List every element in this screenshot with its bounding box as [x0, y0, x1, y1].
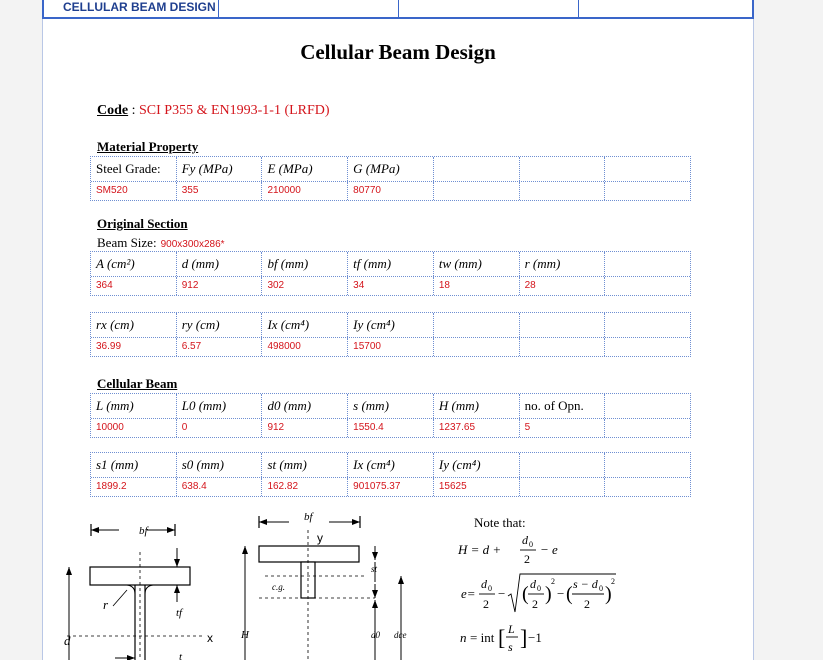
tee-section-diagram — [235, 510, 425, 660]
header-r: r (mm) — [520, 252, 606, 276]
value-no-of-opn[interactable]: 5 — [520, 419, 606, 437]
tab-empty-2 — [399, 0, 579, 17]
svg-text:0: 0 — [529, 540, 533, 549]
svg-text:d: d — [530, 577, 536, 591]
header-st: st (mm) — [262, 453, 348, 477]
original-value-row-2 — [91, 338, 690, 356]
label-y: y — [317, 531, 323, 545]
value-tf[interactable]: 34 — [348, 277, 434, 295]
header-ix: Ix (cm⁴) — [262, 313, 348, 337]
code-label: Code — [97, 103, 129, 118]
svg-text:[: [ — [498, 625, 506, 650]
header-s: s (mm) — [348, 394, 434, 418]
header-rx: rx (cm) — [91, 313, 177, 337]
svg-text:): ) — [545, 583, 552, 605]
value-r[interactable]: 28 — [520, 277, 606, 295]
header-ix: Ix (cm⁴) — [348, 453, 434, 477]
header-empty — [605, 313, 690, 337]
header-l0: L0 (mm) — [177, 394, 263, 418]
svg-text:−: − — [557, 586, 565, 601]
label-H: H — [241, 629, 249, 641]
header-no-of-opn: no. of Opn. — [520, 394, 606, 418]
header-d: d (mm) — [177, 252, 263, 276]
header-empty — [520, 453, 606, 477]
note-title: Note that: — [474, 515, 526, 530]
header-d0: d0 (mm) — [262, 394, 348, 418]
svg-text:2: 2 — [532, 597, 538, 611]
label-cg: c.g. — [272, 582, 285, 592]
svg-text:2: 2 — [551, 577, 555, 586]
value-ry[interactable]: 6.57 — [177, 338, 263, 356]
value-l[interactable]: 10000 — [91, 419, 177, 437]
label-t: t — [179, 651, 183, 660]
value-fy[interactable]: 355 — [177, 182, 263, 200]
cellular-grid-1 — [90, 393, 691, 438]
svg-text:L: L — [508, 622, 515, 636]
value-empty[interactable] — [605, 478, 690, 496]
svg-text:−: − — [498, 586, 506, 601]
value-empty[interactable] — [605, 182, 690, 200]
header-iy: Iy (cm⁴) — [434, 453, 520, 477]
material-section-title: Material Property — [97, 139, 199, 154]
header-empty — [434, 313, 520, 337]
cellular-value-row-2 — [91, 478, 690, 496]
tab-empty-1 — [219, 0, 399, 17]
formula-e — [458, 570, 618, 616]
value-s0[interactable]: 638.4 — [177, 478, 263, 496]
original-section-title: Original Section — [97, 216, 188, 231]
value-h[interactable]: 1237.65 — [434, 419, 520, 437]
label-x: x — [207, 631, 213, 645]
value-area[interactable]: 364 — [91, 277, 177, 295]
code-line — [97, 103, 330, 119]
tab-empty-3 — [579, 0, 752, 17]
label-st: st — [371, 564, 378, 574]
label-r: r — [103, 597, 109, 612]
svg-text:= int: = int — [470, 630, 495, 645]
label-bf: bf — [139, 525, 148, 537]
header-s0: s0 (mm) — [177, 453, 263, 477]
svg-text:0: 0 — [488, 584, 492, 593]
header-steel-grade: Steel Grade: — [91, 157, 177, 181]
beam-size-label: Beam Size: — [97, 235, 157, 250]
header-tw: tw (mm) — [434, 252, 520, 276]
header-fy: Fy (MPa) — [177, 157, 263, 181]
value-iy[interactable]: 15700 — [348, 338, 434, 356]
header-bf: bf (mm) — [262, 252, 348, 276]
cellular-value-row-1 — [91, 419, 690, 437]
header-tf: tf (mm) — [348, 252, 434, 276]
original-header-row-1 — [91, 252, 690, 277]
svg-text:s − d: s − d — [573, 577, 598, 591]
svg-text:2: 2 — [483, 597, 489, 611]
cellular-header-row-1 — [91, 394, 690, 419]
original-grid-1 — [90, 251, 691, 296]
code-value: SCI P355 & EN1993-1-1 (LRFD) — [139, 103, 330, 118]
value-d0[interactable]: 912 — [262, 419, 348, 437]
value-steel-grade[interactable]: SM520 — [91, 182, 177, 200]
svg-text:): ) — [605, 583, 612, 605]
value-empty[interactable] — [434, 182, 520, 200]
svg-text:−1: −1 — [528, 630, 542, 645]
value-rx[interactable]: 36.99 — [91, 338, 177, 356]
svg-text:d: d — [522, 533, 528, 547]
value-ix[interactable]: 498000 — [262, 338, 348, 356]
original-header-row-2 — [91, 313, 690, 338]
header-empty — [520, 313, 606, 337]
header-h: H (mm) — [434, 394, 520, 418]
svg-text:H = d +: H = d + — [458, 542, 502, 557]
value-ix[interactable]: 901075.37 — [348, 478, 434, 496]
svg-text:]: ] — [520, 625, 528, 650]
svg-text:(: ( — [566, 583, 573, 605]
value-l0[interactable]: 0 — [177, 419, 263, 437]
original-grid-2 — [90, 312, 691, 357]
material-grid — [90, 156, 691, 201]
value-bf[interactable]: 302 — [262, 277, 348, 295]
header-empty — [434, 157, 520, 181]
header-empty — [605, 394, 690, 418]
beam-size-value[interactable]: 900x300x286* — [160, 239, 225, 250]
value-s1[interactable]: 1899.2 — [91, 478, 177, 496]
beam-size — [97, 235, 225, 251]
value-empty[interactable] — [605, 277, 690, 295]
value-empty[interactable] — [605, 419, 690, 437]
value-empty[interactable] — [605, 338, 690, 356]
value-empty[interactable] — [434, 338, 520, 356]
header-area: A (cm²) — [91, 252, 177, 276]
svg-text:2: 2 — [611, 577, 615, 586]
header-ry: ry (cm) — [177, 313, 263, 337]
value-g[interactable]: 80770 — [348, 182, 434, 200]
original-value-row-1 — [91, 277, 690, 295]
svg-text:0: 0 — [599, 584, 603, 593]
value-e[interactable]: 210000 — [262, 182, 348, 200]
svg-text:d: d — [481, 577, 487, 591]
cellular-header-row-2 — [91, 453, 690, 478]
svg-text:(: ( — [522, 583, 529, 605]
label-dce: dce — [394, 630, 407, 640]
value-empty[interactable] — [520, 338, 606, 356]
header-s1: s1 (mm) — [91, 453, 177, 477]
svg-text:s: s — [508, 640, 513, 654]
material-value-row — [91, 182, 690, 200]
label-tee-bf: bf — [304, 511, 313, 523]
value-s[interactable]: 1550.4 — [348, 419, 434, 437]
svg-text:− e: − e — [540, 542, 558, 557]
header-empty — [605, 453, 690, 477]
value-d[interactable]: 912 — [177, 277, 263, 295]
i-section-diagram — [55, 512, 240, 660]
cellular-section-title: Cellular Beam — [97, 376, 178, 391]
formula-h — [458, 530, 568, 570]
header-empty — [605, 252, 690, 276]
material-header-row — [91, 157, 690, 182]
label-d0: d0 — [371, 630, 380, 640]
value-empty[interactable] — [520, 182, 606, 200]
value-tw[interactable]: 18 — [434, 277, 520, 295]
page-title: Cellular Beam Design — [300, 40, 496, 64]
header-e: E (MPa) — [262, 157, 348, 181]
value-st[interactable]: 162.82 — [262, 478, 348, 496]
label-tf: tf — [176, 607, 183, 619]
svg-text:2: 2 — [524, 552, 530, 566]
svg-text:n: n — [460, 630, 467, 645]
svg-text:2: 2 — [584, 597, 590, 611]
header-empty — [605, 157, 690, 181]
value-empty[interactable] — [520, 478, 606, 496]
svg-text:0: 0 — [537, 584, 541, 593]
cellular-grid-2 — [90, 452, 691, 497]
tab-cellular-beam-design[interactable]: CELLULAR BEAM DESIGN — [44, 0, 219, 17]
header-l: L (mm) — [91, 394, 177, 418]
label-d: d — [64, 633, 71, 648]
formula-n — [460, 620, 560, 658]
code-separator: : — [128, 103, 140, 118]
header-iy: Iy (cm⁴) — [348, 313, 434, 337]
value-iy[interactable]: 15625 — [434, 478, 520, 496]
header-g: G (MPa) — [348, 157, 434, 181]
header-empty — [520, 157, 606, 181]
sheet-tab-bar — [42, 0, 754, 19]
svg-text:e=: e= — [461, 586, 476, 601]
